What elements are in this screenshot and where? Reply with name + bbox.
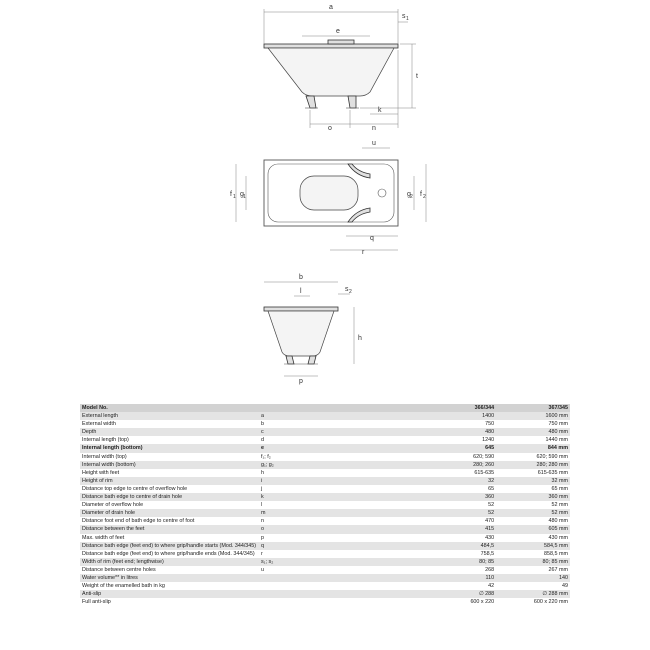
row-symbol: i	[259, 477, 412, 485]
table-row	[80, 485, 570, 493]
table-row	[80, 428, 570, 436]
row-value-367-345: 600 x 220 mm	[496, 598, 570, 606]
top-label-g2: g	[407, 191, 411, 198]
row-symbol: d	[259, 436, 412, 444]
row-value-366-344: 360	[412, 493, 496, 501]
row-value-366-344: 1240	[412, 436, 496, 444]
row-symbol: u	[259, 566, 412, 574]
header-label: Model No.	[80, 404, 259, 412]
row-value-366-344: 268	[412, 566, 496, 574]
row-value-366-344: 430	[412, 534, 496, 542]
row-value-367-345: 80; 85 mm	[496, 558, 570, 566]
row-value-366-344: 32	[412, 477, 496, 485]
table-row	[80, 582, 570, 590]
row-label: Height of rim	[80, 477, 259, 485]
row-symbol: o	[259, 525, 412, 533]
table-row	[80, 542, 570, 550]
row-symbol: f₁; f₂	[259, 453, 412, 461]
table-row	[80, 477, 570, 485]
table-row	[80, 412, 570, 420]
row-symbol: m	[259, 509, 412, 517]
top-label-f1-sub: 1	[233, 194, 236, 200]
row-value-366-344: 620; 590	[412, 453, 496, 461]
row-label: Distance bath edge (feet end) to where grip/handle starts (Mod. 344/345)	[80, 542, 259, 550]
row-value-366-344: 484,5	[412, 542, 496, 550]
side-label-a: a	[329, 4, 333, 11]
row-symbol	[259, 574, 412, 582]
top-label-f2: f	[420, 191, 422, 198]
row-label: Distance between the feet	[80, 525, 259, 533]
row-value-367-345: 360 mm	[496, 493, 570, 501]
row-value-366-344: 615-635	[412, 469, 496, 477]
row-value-366-344: 758,5	[412, 550, 496, 558]
row-value-366-344: 600 x 220	[412, 598, 496, 606]
table-row	[80, 453, 570, 461]
table-row	[80, 525, 570, 533]
table-row	[80, 534, 570, 542]
row-symbol: h	[259, 469, 412, 477]
row-value-367-345: 620; 590 mm	[496, 453, 570, 461]
row-label: Internal width (bottom)	[80, 461, 259, 469]
row-value-367-345: 844 mm	[496, 444, 570, 452]
row-label: Distance bath edge to centre of drain hole	[80, 493, 259, 501]
side-view-drawing	[264, 4, 418, 132]
side-label-o: o	[328, 125, 332, 132]
header-col2: 367/345	[496, 404, 570, 412]
row-value-367-345: 32 mm	[496, 477, 570, 485]
header-col1: 366/344	[412, 404, 496, 412]
row-label: Distance top edge to centre of overflow hole	[80, 485, 259, 493]
row-label: External width	[80, 420, 259, 428]
header-symbol	[259, 404, 412, 412]
side-label-n: n	[372, 125, 376, 132]
row-symbol: a	[259, 412, 412, 420]
row-value-367-345: 267 mm	[496, 566, 570, 574]
side-label-s1-sub: 1	[406, 16, 409, 22]
row-value-367-345: 605 mm	[496, 525, 570, 533]
end-label-s2: s	[345, 286, 349, 293]
row-symbol: p	[259, 534, 412, 542]
row-label: Full anti-slip	[80, 598, 259, 606]
row-value-367-345: 480 mm	[496, 517, 570, 525]
row-value-367-345: 140	[496, 574, 570, 582]
top-label-g2-sub: 2	[410, 194, 413, 200]
row-label: Diameter of overflow hole	[80, 501, 259, 509]
table-row	[80, 444, 570, 452]
row-label: Height with feet	[80, 469, 259, 477]
row-symbol: j	[259, 485, 412, 493]
end-label-b: b	[299, 274, 303, 281]
table-row	[80, 493, 570, 501]
row-value-367-345: 1600 mm	[496, 412, 570, 420]
top-label-q: q	[370, 235, 374, 242]
end-label-l: l	[300, 288, 302, 295]
table-row	[80, 598, 570, 606]
row-value-366-344: 42	[412, 582, 496, 590]
row-value-367-345: 430 mm	[496, 534, 570, 542]
row-symbol: l	[259, 501, 412, 509]
row-value-367-345: 65 mm	[496, 485, 570, 493]
row-value-366-344: 65	[412, 485, 496, 493]
table-row	[80, 566, 570, 574]
table-header-row	[80, 404, 570, 412]
row-symbol	[259, 598, 412, 606]
row-label: Internal length (top)	[80, 436, 259, 444]
row-label: Diameter of drain hole	[80, 509, 259, 517]
row-symbol: b	[259, 420, 412, 428]
row-label: Width of rim (feet end; lengthwise)	[80, 558, 259, 566]
top-view-drawing	[230, 140, 426, 256]
row-value-366-344: ∅ 288	[412, 590, 496, 598]
table-row	[80, 590, 570, 598]
row-value-366-344: 470	[412, 517, 496, 525]
row-value-366-344: 645	[412, 444, 496, 452]
row-value-366-344: 415	[412, 525, 496, 533]
end-label-p: p	[299, 378, 303, 385]
row-value-366-344: 750	[412, 420, 496, 428]
table-row	[80, 550, 570, 558]
row-symbol: q	[259, 542, 412, 550]
row-symbol: e	[259, 444, 412, 452]
row-value-367-345: 750 mm	[496, 420, 570, 428]
row-value-367-345: 49	[496, 582, 570, 590]
side-label-t: t	[416, 73, 418, 80]
row-value-366-344: 280; 260	[412, 461, 496, 469]
top-label-g1-sub: 1	[243, 194, 246, 200]
row-value-367-345: 52 mm	[496, 501, 570, 509]
end-label-s2-sub: 2	[349, 289, 352, 295]
end-label-h: h	[358, 335, 362, 342]
specification-table	[80, 404, 570, 606]
row-label: Distance between centre holes	[80, 566, 259, 574]
row-value-367-345: 584,5 mm	[496, 542, 570, 550]
table-row	[80, 420, 570, 428]
row-label: Max. width of feet	[80, 534, 259, 542]
side-label-k: k	[378, 107, 382, 114]
row-value-367-345: 280; 280 mm	[496, 461, 570, 469]
row-value-366-344: 80; 85	[412, 558, 496, 566]
table-row	[80, 574, 570, 582]
row-symbol	[259, 582, 412, 590]
row-value-367-345: 615-635 mm	[496, 469, 570, 477]
row-symbol	[259, 590, 412, 598]
top-label-r: r	[362, 249, 365, 256]
row-symbol: k	[259, 493, 412, 501]
end-view-drawing	[264, 274, 362, 385]
table-row	[80, 509, 570, 517]
row-value-366-344: 110	[412, 574, 496, 582]
top-label-u: u	[372, 140, 376, 147]
table-row	[80, 436, 570, 444]
side-label-s1: s	[402, 13, 406, 20]
row-label: Internal length (bottom)	[80, 444, 259, 452]
table-row	[80, 558, 570, 566]
table-row	[80, 517, 570, 525]
row-symbol: s₁; s₂	[259, 558, 412, 566]
top-label-f1: f	[230, 191, 232, 198]
row-value-367-345: 52 mm	[496, 509, 570, 517]
table-row	[80, 461, 570, 469]
row-symbol: n	[259, 517, 412, 525]
row-label: Weight of the enamelled bath in kg	[80, 582, 259, 590]
top-label-f2-sub: 2	[423, 194, 426, 200]
row-label: Distance foot end of bath edge to centre of foot	[80, 517, 259, 525]
row-value-367-345: 1440 mm	[496, 436, 570, 444]
top-label-g1: g	[240, 191, 244, 198]
side-label-e: e	[336, 28, 340, 35]
row-value-366-344: 1400	[412, 412, 496, 420]
row-symbol: r	[259, 550, 412, 558]
table-row	[80, 469, 570, 477]
row-value-366-344: 480	[412, 428, 496, 436]
row-label: Water volume** in litres	[80, 574, 259, 582]
row-value-366-344: 52	[412, 501, 496, 509]
row-value-366-344: 52	[412, 509, 496, 517]
row-label: External length	[80, 412, 259, 420]
row-label: Anti-slip	[80, 590, 259, 598]
row-label: Depth	[80, 428, 259, 436]
table-row	[80, 501, 570, 509]
row-symbol: c	[259, 428, 412, 436]
row-value-367-345: ∅ 288 mm	[496, 590, 570, 598]
row-label: Distance bath edge (feet end) to where grip/handle ends (Mod. 344/345)	[80, 550, 259, 558]
row-value-367-345: 858,5 mm	[496, 550, 570, 558]
row-value-367-345: 480 mm	[496, 428, 570, 436]
row-label: Internal width (top)	[80, 453, 259, 461]
row-symbol: g₁; g₂	[259, 461, 412, 469]
